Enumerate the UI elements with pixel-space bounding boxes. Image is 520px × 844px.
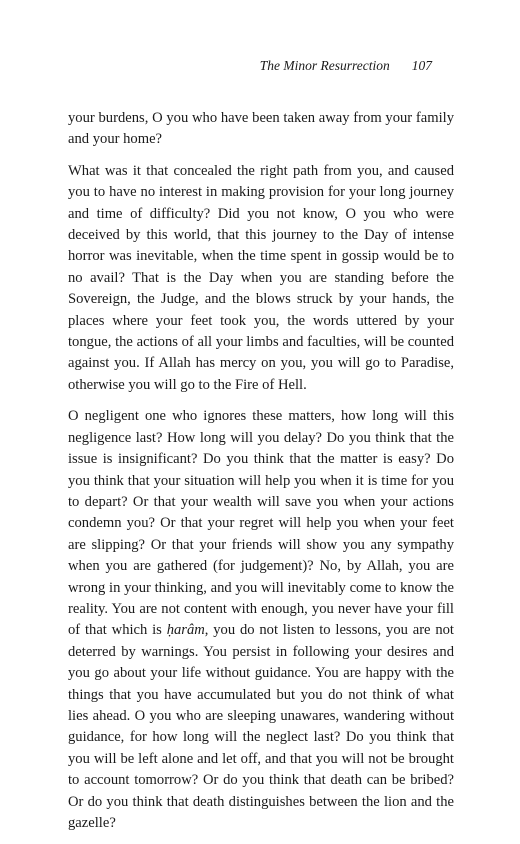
body-text: [68, 108, 454, 844]
paragraph-1: your burdens, O you who have been taken away from your family and your home?: [68, 110, 454, 148]
italic-term-haram: ḥarâm: [166, 622, 205, 639]
paragraph-2: What was it that concealed the right path from you, and caused you to have no interest in making provision for your long journey and time of difficulty? Did you not know, O you who were deceived by this world, that this journey to the Day of intense horror was inevitable, when the time spent in gossip would be to no avail? That is the Day when you are standing before the Sovereign, the Judge, and the blows struck by your hands, the places where your feet took you, the words uttered by your tongue, the actions of all your limbs and faculties, will be counted against you. If Allah has mercy on you, you will go to Paradise, otherwise you will go to the Fire of Hell.: [68, 162, 454, 393]
page-number: 107: [411, 58, 432, 73]
chapter-title: The Minor Resurrection: [259, 58, 390, 73]
paragraph-3-part-2: , you do not listen to lessons, you are not deterred by warnings. You persist in following your desires and you go about your life without guidance. You are happy with the things that you have accumulated but you do not think of what lies ahead. O you who are sleeping unawares, wandering without guidance, for how long will the neglect last? Do you think that you will be left alone and let off, and that you will not be brought to account tomorrow? Or do you think that death can be bribed? Or do you think that death distinguishes between the lion and the gazelle?: [68, 622, 454, 831]
paragraph-3-part-1: O negligent one who ignores these matters, how long will this negligence last? How long will you delay? Do you think that the issue is insignificant? Do you think that the matter is easy? Do you think that your situation will help you when it is time for you to depart? Or that your wealth will save you when your actions condemn you? Or that your regret will help you when your feet are slipping? Or that your friends will show you any sympathy when you are gathered (for judgement)? No, by Allah, you are wrong in your thinking, and you will inevitably come to know the reality. You are not content with enough, you never have your fill of that which is: [68, 408, 454, 639]
paragraph-3: [68, 406, 454, 834]
running-header: [260, 58, 432, 74]
